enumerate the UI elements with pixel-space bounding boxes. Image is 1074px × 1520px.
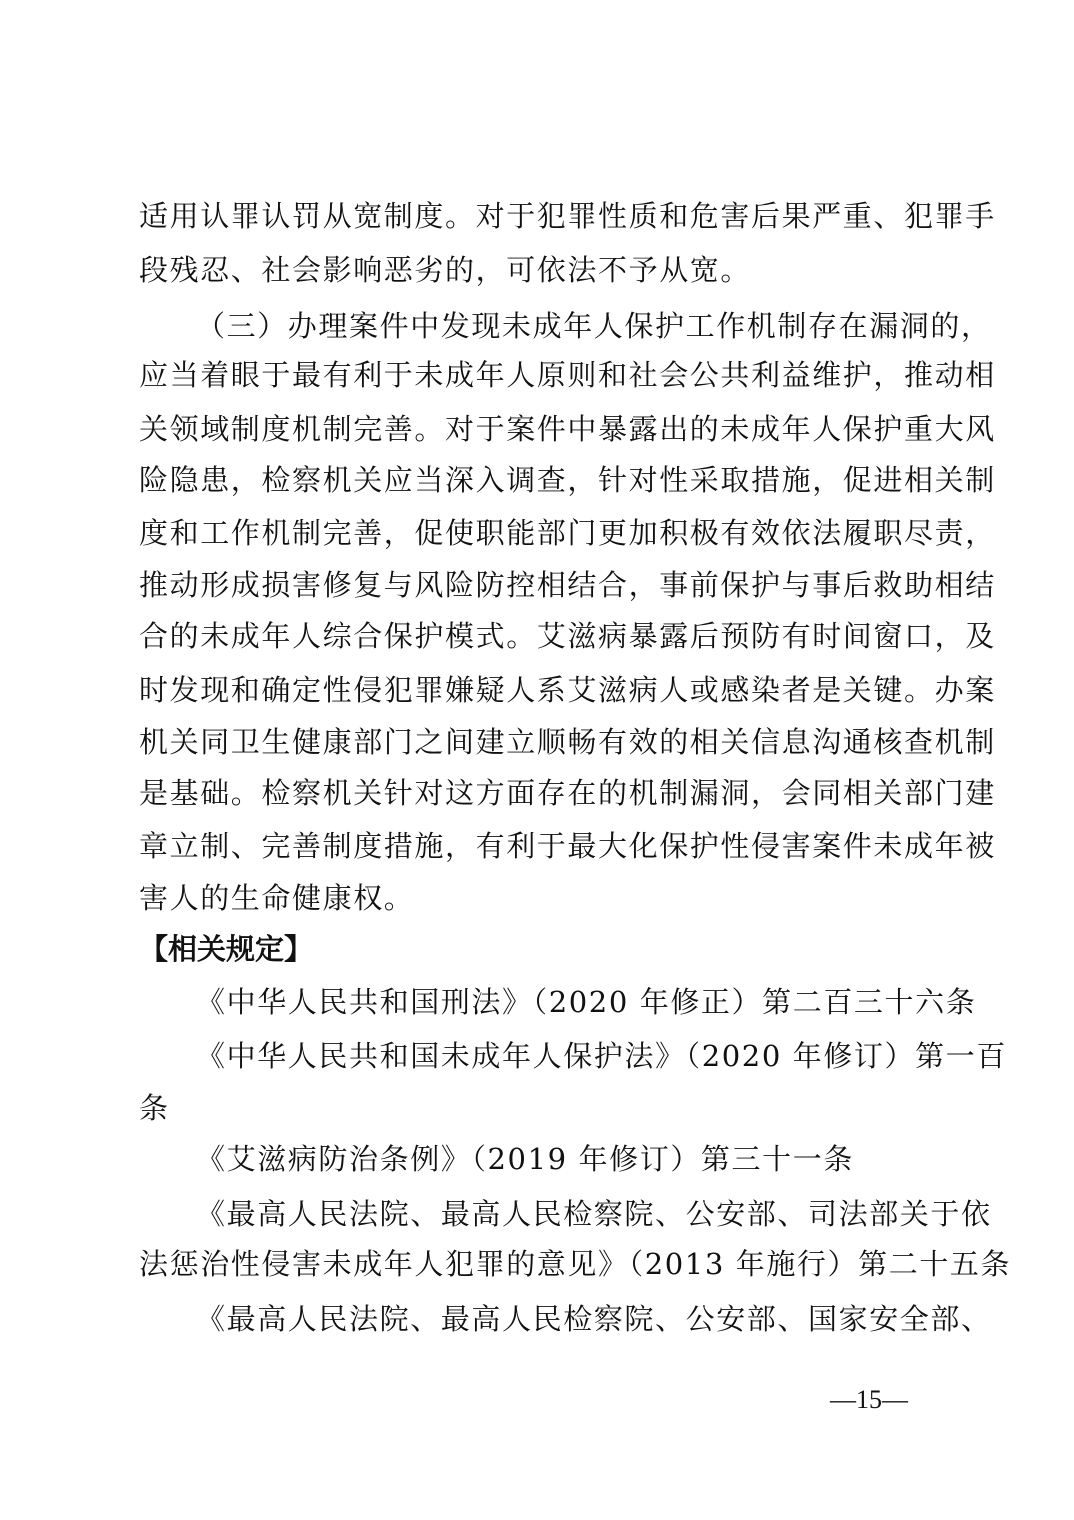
regulation-citation: 《最高人民法院、最高人民检察院、公安部、国家安全部、	[196, 1302, 992, 1336]
body-text-line: 段残忍、社会影响恶劣的，可依法不予从宽。	[139, 253, 752, 287]
body-text-line: 适用认罪认罚从宽制度。对于犯罪性质和危害后果严重、犯罪手	[139, 199, 996, 233]
regulation-citation: 《中华人民共和国刑法》（2020 年修正）第二百三十六条	[196, 985, 977, 1019]
regulation-citation: 《最高人民法院、最高人民检察院、公安部、司法部关于依	[196, 1197, 992, 1231]
body-text-line: 合的未成年人综合保护模式。艾滋病暴露后预防有时间窗口，及	[139, 619, 996, 653]
body-text-line: 险隐患，检察机关应当深入调查，针对性采取措施，促进相关制	[139, 463, 996, 497]
body-text-line: （三）办理案件中发现未成年人保护工作机制存在漏洞的，	[196, 309, 992, 343]
body-text-line: 是基础。检察机关针对这方面存在的机制漏洞，会同相关部门建	[139, 776, 996, 810]
body-text-line: 章立制、完善制度措施，有利于最大化保护性侵害案件未成年被	[139, 829, 996, 863]
body-text-line: 时发现和确定性侵犯罪嫌疑人系艾滋病人或感染者是关键。办案	[139, 673, 996, 707]
body-text-line: 机关同卫生健康部门之间建立顺畅有效的相关信息沟通核查机制	[139, 725, 996, 759]
page-number: —15—	[830, 1385, 908, 1414]
body-text-line: 害人的生命健康权。	[139, 881, 415, 915]
body-text-line: 度和工作机制完善，促使职能部门更加积极有效依法履职尽责，	[139, 516, 996, 550]
body-text-line: 推动形成损害修复与风险防控相结合，事前保护与事后救助相结	[139, 568, 996, 602]
body-text-line: 关领域制度机制完善。对于案件中暴露出的未成年人保护重大风	[139, 412, 996, 446]
regulation-citation: 《中华人民共和国未成年人保护法》（2020 年修订）第一百	[196, 1039, 1007, 1073]
section-heading: 【相关规定】	[139, 932, 314, 966]
regulation-citation: 条	[139, 1091, 170, 1125]
regulation-citation: 《艾滋病防治条例》（2019 年修订）第三十一条	[196, 1142, 854, 1176]
regulation-citation: 法惩治性侵害未成年人犯罪的意见》（2013 年施行）第二十五条	[139, 1247, 1012, 1281]
body-text-line: 应当着眼于最有利于未成年人原则和社会公共利益维护，推动相	[139, 358, 996, 392]
